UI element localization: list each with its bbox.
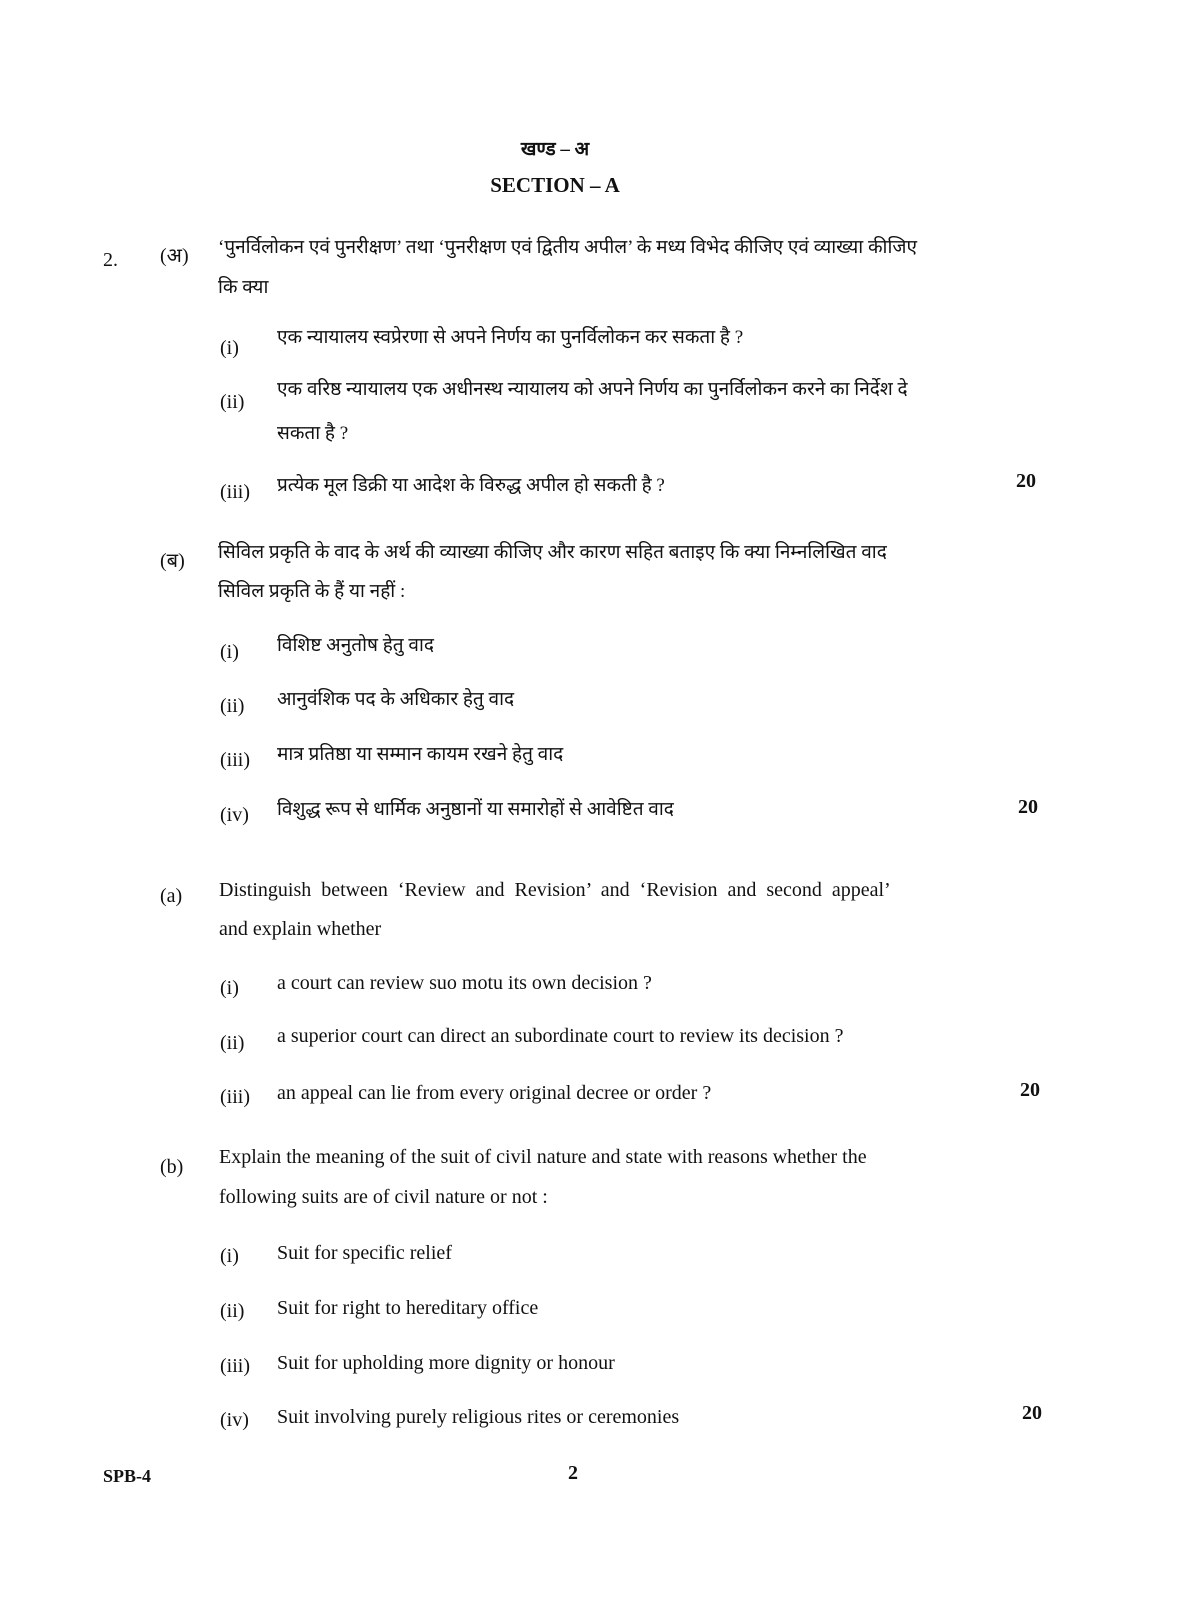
part-label: (ब) [160, 550, 185, 572]
item-label: (iii) [220, 1355, 250, 1377]
item-text: आनुवंशिक पद के अधिकार हेतु वाद [277, 689, 515, 710]
item-label: (iv) [220, 804, 249, 826]
marks: 20 [1022, 1402, 1042, 1424]
item-label: (ii) [220, 1300, 245, 1322]
question-text: Explain the meaning of the suit of civil nature and state with reasons whether the [219, 1146, 867, 1168]
item-label: (i) [220, 337, 239, 359]
hindi-section-heading: खण्ड – अ [520, 139, 590, 160]
part-label: (a) [160, 885, 183, 907]
item-label: (i) [220, 1245, 239, 1267]
item-text: मात्र प्रतिष्ठा या सम्मान कायम रखने हेतु वाद [277, 744, 564, 765]
item-label: (ii) [220, 695, 245, 717]
item-text: a superior court can direct an subordinate court to review its decision ? [277, 1025, 844, 1047]
item-text: a court can review suo motu its own decision ? [277, 972, 652, 994]
item-text: Suit for specific relief [277, 1242, 452, 1264]
item-text: विशिष्ट अनुतोष हेतु वाद [277, 635, 434, 656]
part-label: (b) [160, 1156, 184, 1178]
question-text: Distinguish between ‘Review and Revision’ and ‘Revision and second appeal’ [219, 879, 891, 901]
part-label: (अ) [160, 245, 189, 267]
question-text: following suits are of civil nature or not : [219, 1186, 548, 1208]
item-label: (ii) [220, 391, 245, 413]
item-label: (iv) [220, 1409, 249, 1431]
item-text: Suit for upholding more dignity or honour [277, 1352, 615, 1374]
item-label: (i) [220, 641, 239, 663]
item-label: (ii) [220, 1032, 245, 1054]
item-text: विशुद्ध रूप से धार्मिक अनुष्ठानों या समारोहों से आवेष्टित वाद [277, 799, 674, 820]
marks: 20 [1020, 1079, 1040, 1101]
section-heading: SECTION – A [490, 173, 620, 197]
question-number: 2. [103, 249, 118, 271]
item-text: एक वरिष्ठ न्यायालय एक अधीनस्थ न्यायालय को अपने निर्णय का पुनर्विलोकन करने का निर्देश दे [277, 379, 908, 400]
item-label: (i) [220, 977, 239, 999]
item-text: प्रत्येक मूल डिक्री या आदेश के विरुद्ध अपील हो सकती है ? [277, 475, 665, 496]
question-text: and explain whether [219, 918, 382, 940]
item-text: an appeal can lie from every original decree or order ? [277, 1082, 712, 1104]
paper-code: SPB-4 [103, 1466, 152, 1486]
marks: 20 [1016, 470, 1036, 492]
question-text: ‘पुनर्विलोकन एवं पुनरीक्षण’ तथा ‘पुनरीक्षण एवं द्वितीय अपील’ के मध्य विभेद कीजिए एवं व्याख्या कीजिए [218, 237, 917, 258]
item-label: (iii) [220, 1086, 250, 1108]
item-text: Suit involving purely religious rites or ceremonies [277, 1406, 680, 1428]
page-number: 2 [568, 1462, 578, 1484]
question-text: सिविल प्रकृति के हैं या नहीं : [218, 581, 406, 602]
item-label: (iii) [220, 481, 250, 503]
question-text: कि क्या [218, 277, 269, 298]
item-text: एक न्यायालय स्वप्रेरणा से अपने निर्णय का पुनर्विलोकन कर सकता है ? [277, 327, 744, 348]
item-text: सकता है ? [277, 423, 349, 444]
question-text: सिविल प्रकृति के वाद के अर्थ की व्याख्या कीजिए और कारण सहित बताइए कि क्या निम्नलिखित वाद [218, 542, 887, 563]
item-label: (iii) [220, 749, 250, 771]
marks: 20 [1018, 796, 1038, 818]
item-text: Suit for right to hereditary office [277, 1297, 539, 1319]
